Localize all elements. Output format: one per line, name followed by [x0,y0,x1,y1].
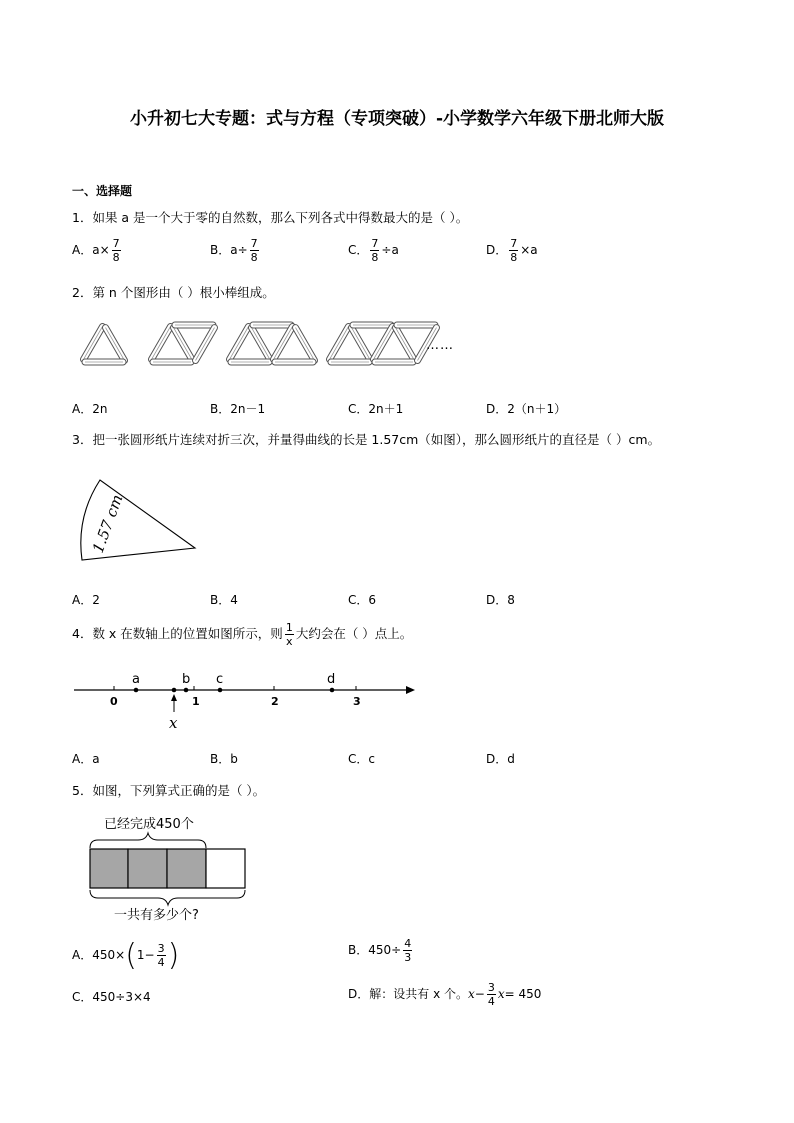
figure-3 [225,322,318,365]
variable-x: x [497,987,505,1001]
q4-option-b[interactable]: B．b [210,752,238,766]
denominator: 8 [112,251,120,264]
option-label: D． [348,987,370,1001]
denominator: 8 [250,251,258,264]
stem-text: 大约会在（ ）点上。 [295,626,413,641]
q3-option-c[interactable]: C．6 [348,593,377,607]
option-label: C． [72,990,93,1004]
q2-stem: 2．第 n 个图形由（ ）根小棒组成。 [72,285,275,300]
q2-option-a[interactable]: A．2n [72,402,108,416]
q1-option-b[interactable] [210,238,261,263]
stem-text: 4．数 x 在数轴上的位置如图所示，则 [72,626,283,641]
numerator: 7 [112,237,120,250]
numerator: 3 [487,981,495,994]
tick-label-0: 0 [110,695,118,708]
option-expr: 450÷ [368,943,402,957]
option-expr: 450÷3×4 [92,990,151,1004]
q1-option-d[interactable] [486,238,538,263]
denominator: 4 [487,995,495,1008]
point-c [218,688,223,693]
section-heading: 一、选择题 [72,184,133,198]
point-label-d: d [327,672,336,687]
variable-x: x [467,987,475,1001]
option-label: A． [72,948,93,962]
denominator: 4 [157,956,165,969]
q5-option-a[interactable] [72,938,179,973]
q5-option-b[interactable] [348,938,414,963]
fraction [403,938,412,963]
denominator: 8 [510,251,518,264]
tick-label-1: 1 [192,695,200,708]
figure-1 [79,322,128,365]
point-a [134,688,139,693]
fraction [250,238,259,263]
option-expr: 解：设共有 x 个。 [369,987,468,1001]
denominator: x [286,635,293,648]
numerator: 7 [510,237,518,250]
minus-sign: − [474,987,485,1001]
figure-2 [147,322,218,365]
point-label-b: b [182,672,191,687]
numerator: 1 [285,621,293,634]
q2-option-c[interactable]: C．2n＋1 [348,402,404,416]
denominator: 3 [404,951,412,964]
fraction [370,238,379,263]
page-title: 小升初七大专题：式与方程（专项突破）-小学数学六年级下册北师大版 [129,109,665,129]
q4-option-c[interactable]: C．c [348,752,375,766]
point-label-a: a [132,672,140,687]
q1-option-c[interactable] [348,238,399,263]
figure-4 [325,322,440,365]
ellipsis: …… [426,338,454,353]
q2-option-d[interactable]: D．2（n＋1） [486,402,567,416]
denominator: 8 [371,251,379,264]
numerator: 3 [157,942,165,955]
arrow-label-x: x [169,714,178,732]
point-d [330,688,335,693]
q5-stem: 5．如图，下列算式正确的是（ ）。 [72,783,266,798]
option-expr: a÷ [230,243,248,257]
numerator: 7 [371,237,379,250]
fraction [112,238,121,263]
option-label: D． [486,243,508,257]
numerator: 7 [250,237,258,250]
left-paren: ( [125,938,137,973]
point-b [184,688,189,693]
q5-option-c[interactable] [72,988,151,1005]
q1-option-a[interactable] [72,238,123,263]
option-expr: ×a [520,243,538,257]
q4-option-d[interactable]: D．d [486,752,515,766]
tick-label-2: 2 [271,695,279,708]
fraction [157,943,166,968]
q1-stem: 1．如果 a 是一个大于零的自然数，那么下列各式中得数最大的是（ ）。 [72,210,469,225]
option-label: C． [348,243,369,257]
completed-label: 已经完成450个 [104,817,194,832]
stick-triangle-figures [78,324,468,370]
q3-option-d[interactable]: D．8 [486,593,515,607]
q2-option-b[interactable]: B．2n－1 [210,402,266,416]
arc-length-label: 1.57 cm [88,492,127,556]
folded-paper-sector [70,472,210,572]
point-x [172,688,177,693]
total-label: 一共有多少个? [114,908,199,923]
option-label: B． [210,243,231,257]
bar-model-diagram [84,812,254,924]
option-expr: a× [92,243,110,257]
option-label: B． [348,943,369,957]
option-expr: 450× [92,948,126,962]
option-expr: 1− [136,948,155,962]
fraction [487,982,496,1007]
option-expr: = 450 [504,987,542,1001]
q5-option-d[interactable] [348,982,541,1007]
option-label: A． [72,243,93,257]
number-line [72,666,422,736]
option-expr: ÷a [381,243,399,257]
point-label-c: c [216,672,224,687]
q3-option-b[interactable]: B．4 [210,593,238,607]
fraction [509,238,518,263]
q3-stem: 3．把一张圆形纸片连续对折三次，并量得曲线的长是 1.57cm（如图），那么圆形纸片的直径是（ ）cm。 [72,432,661,447]
q4-option-a[interactable]: A．a [72,752,100,766]
tick-label-3: 3 [353,695,361,708]
q4-stem [72,622,412,647]
q3-option-a[interactable]: A．2 [72,593,100,607]
fraction [285,622,294,647]
right-paren: ) [167,938,180,973]
numerator: 4 [404,937,412,950]
